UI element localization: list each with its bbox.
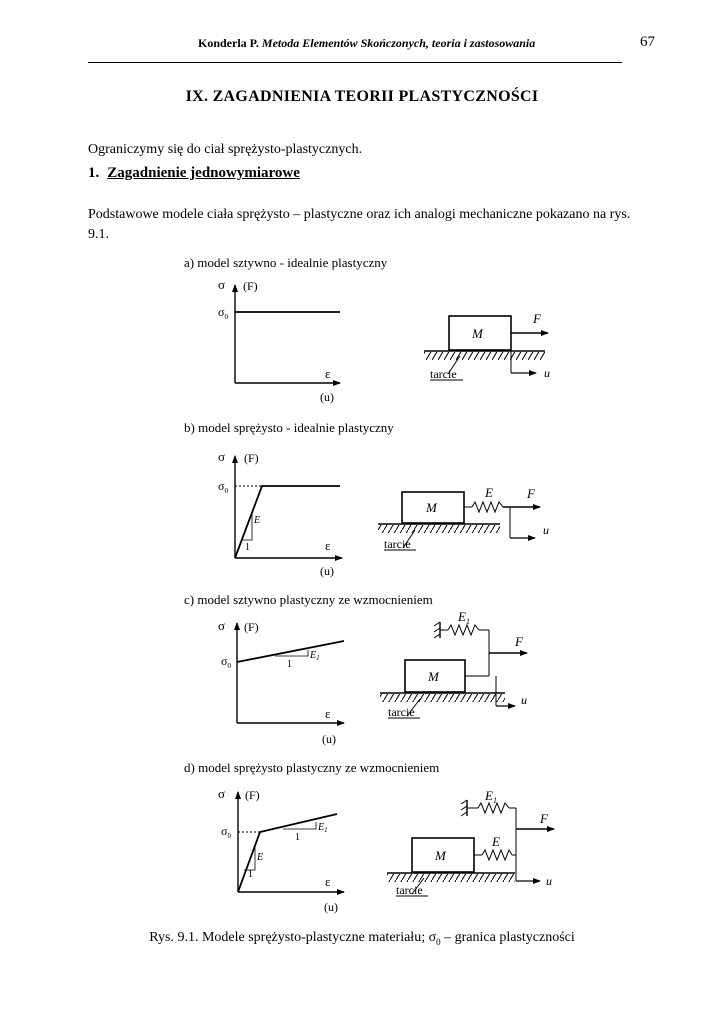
analog-d — [387, 788, 554, 897]
svg-text:E1: $E_1$ — [458, 609, 470, 626]
svg-text:E1: $E_1$ — [485, 788, 497, 805]
svg-text:u: u — [521, 693, 527, 707]
analog-a-mass-label: M — [472, 326, 483, 341]
model-b-label: b) model sprężysto - idealnie plastyczny — [184, 420, 394, 435]
svg-text:E1: $E_1$ — [318, 822, 328, 834]
svg-text:tarcie: tarcie — [384, 537, 411, 551]
section-number: 1. — [88, 165, 100, 181]
svg-text:ε: ε — [325, 538, 331, 553]
svg-text:E1: $E_1$ — [310, 650, 320, 662]
svg-text:σ0: $\sigma_0$ — [221, 654, 231, 670]
analog-c — [380, 609, 527, 719]
svg-text:σ: σ — [218, 618, 226, 633]
graph-a-eps: ε — [325, 366, 331, 381]
svg-text:M: M — [435, 848, 446, 863]
analog-a — [424, 311, 550, 381]
svg-text:E: E — [485, 485, 493, 500]
graph-a-disp: (u) — [320, 390, 334, 404]
svg-text:1: 1 — [287, 659, 292, 670]
svg-text:u: u — [543, 523, 549, 537]
svg-text:σ: σ — [218, 449, 226, 464]
svg-text:(F): (F) — [244, 620, 259, 634]
svg-text:(u): (u) — [324, 900, 338, 914]
graph-a — [218, 277, 340, 404]
analog-a-friction-label: tarcie — [430, 367, 457, 381]
section-title: Zagadnienie jednowymiarowe — [107, 165, 300, 181]
header-book-title: Metoda Elementów Skończonych, teoria i zastosowania — [261, 36, 536, 50]
page-number: 67 — [640, 34, 655, 50]
svg-text:ε: ε — [325, 706, 331, 721]
paragraph-line-2: 9.1. — [88, 227, 109, 242]
svg-text:(F): (F) — [244, 451, 259, 465]
svg-text:σ0: $\sigma_0$ — [218, 479, 228, 495]
graph-b — [218, 449, 342, 578]
svg-text:E: E — [257, 852, 264, 863]
svg-text:M: M — [426, 500, 437, 515]
graph-a-sigma0: $\sigma_0$ — [218, 305, 228, 321]
svg-text:F: F — [527, 486, 535, 501]
graph-a-sigma: σ — [218, 277, 226, 292]
analog-a-force-label: F — [533, 311, 541, 326]
svg-text:(u): (u) — [320, 564, 334, 578]
svg-text:tarcie: tarcie — [396, 883, 423, 897]
svg-text:E: E — [492, 834, 500, 849]
header-author: Konderla P. — [198, 36, 259, 50]
svg-text:1: 1 — [248, 869, 253, 880]
figure-caption: Rys. 9.1. Modele sprężysto-plastyczne materiału; $\sigma_0$ – granica plastyczności — [149, 930, 575, 947]
graph-a-force: (F) — [243, 279, 258, 293]
svg-text:1: 1 — [295, 832, 300, 843]
svg-text:σ0: $\sigma_0$ — [221, 824, 231, 840]
intro-text: Ograniczymy się do ciał sprężysto-plastycznych. — [88, 142, 363, 157]
svg-text:ε: ε — [325, 874, 331, 889]
model-a-label: a) model sztywno - idealnie plastyczny — [184, 255, 388, 270]
model-d-label: d) model sprężysto plastyczny ze wzmocnieniem — [184, 760, 440, 775]
svg-text:1: 1 — [245, 542, 250, 553]
analog-b — [378, 485, 549, 551]
graph-c — [218, 618, 344, 746]
svg-text:σ: σ — [218, 786, 226, 801]
svg-text:E: E — [254, 515, 261, 526]
paragraph-line-1: Podstawowe modele ciała sprężysto – plastyczne oraz ich analogi mechaniczne pokazano na rys. — [88, 207, 631, 222]
svg-text:(u): (u) — [322, 732, 336, 746]
svg-text:tarcie: tarcie — [388, 705, 415, 719]
svg-text:F: F — [515, 634, 523, 649]
model-c-label: c) model sztywno plastyczny ze wzmocnieniem — [184, 592, 433, 607]
svg-text:F: F — [540, 811, 548, 826]
svg-text:(F): (F) — [245, 788, 260, 802]
chapter-title: IX. ZAGADNIENIA TEORII PLASTYCZNOŚCI — [185, 88, 539, 105]
graph-d — [218, 786, 344, 914]
analog-a-u-label: u — [544, 366, 550, 380]
svg-text:M: M — [428, 669, 439, 684]
svg-text:u: u — [546, 874, 552, 888]
